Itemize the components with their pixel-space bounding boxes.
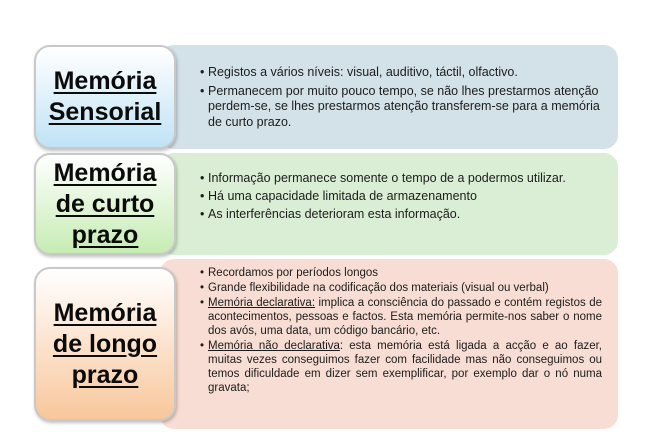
curto-prazo-bullet-list: [200, 171, 602, 225]
sensorial-label-line-1: Memória: [53, 67, 157, 95]
section-curto-prazo: [0, 153, 662, 255]
section-longo-prazo: [0, 259, 662, 429]
curto-prazo-label-line-2: de curto: [55, 189, 155, 218]
longo-prazo-label-line-1: Memória: [53, 298, 157, 327]
sensorial-bullet-list: [200, 65, 602, 133]
longo-prazo-label-box: [34, 267, 176, 421]
curto-prazo-bullet-1: • Informação permanece somente o tempo de a podermos utilizar.: [200, 171, 602, 186]
sensorial-bullet-1: • Registos a vários níveis: visual, auditivo, táctil, olfactivo.: [200, 65, 602, 81]
longo-prazo-bullet-list: [200, 266, 602, 396]
curto-prazo-bullet-2: • Há uma capacidade limitada de armazenamento: [200, 189, 602, 204]
longo-prazo-bullet-2: • Grande flexibilidade na codificação dos materiais (visual ou verbal): [200, 281, 602, 295]
longo-prazo-bullet-1: • Recordamos por períodos longos: [200, 266, 602, 280]
sensorial-label-line-2: Sensorial: [48, 98, 162, 126]
curto-prazo-label-box: [34, 153, 176, 255]
curto-prazo-label-line-3: prazo: [71, 220, 139, 249]
nao-declarativa-term: Memória não declarativa: [208, 340, 340, 352]
longo-prazo-label-line-2: de longo: [52, 329, 158, 358]
longo-prazo-label-line-3: prazo: [71, 360, 139, 389]
curto-prazo-label-line-1: Memória: [53, 158, 157, 187]
sensorial-bullet-2: • Permanecem por muito pouco tempo, se não lhes prestarmos atenção perdem-se, se lhes prestarmos atenção transferem-se para a memória de curto prazo.: [200, 84, 602, 131]
sensorial-label-box: [34, 45, 176, 149]
declarativa-term: Memória declarativa:: [208, 297, 316, 309]
longo-prazo-bullet-nao-declarativa: [200, 339, 602, 395]
section-sensorial: [0, 45, 662, 149]
curto-prazo-bullet-3: • As interferências deterioram esta informação.: [200, 207, 602, 222]
declarativa-text: implica a consciência do passado e contém registos de acontecimentos, pessoas e factos. Esta memória permite-nos saber o nome dos avós, uma data, um código bancário, etc.: [208, 297, 602, 337]
longo-prazo-bullet-declarativa: [200, 296, 602, 338]
nao-declarativa-text: : esta memória está ligada a acção e ao fazer, muitas vezes conseguimos fazer com facilidade mas não conseguimos ou temos dificuldade em dizer sem exemplificar, por exemplo dar o nó numa gravata;: [208, 340, 602, 394]
